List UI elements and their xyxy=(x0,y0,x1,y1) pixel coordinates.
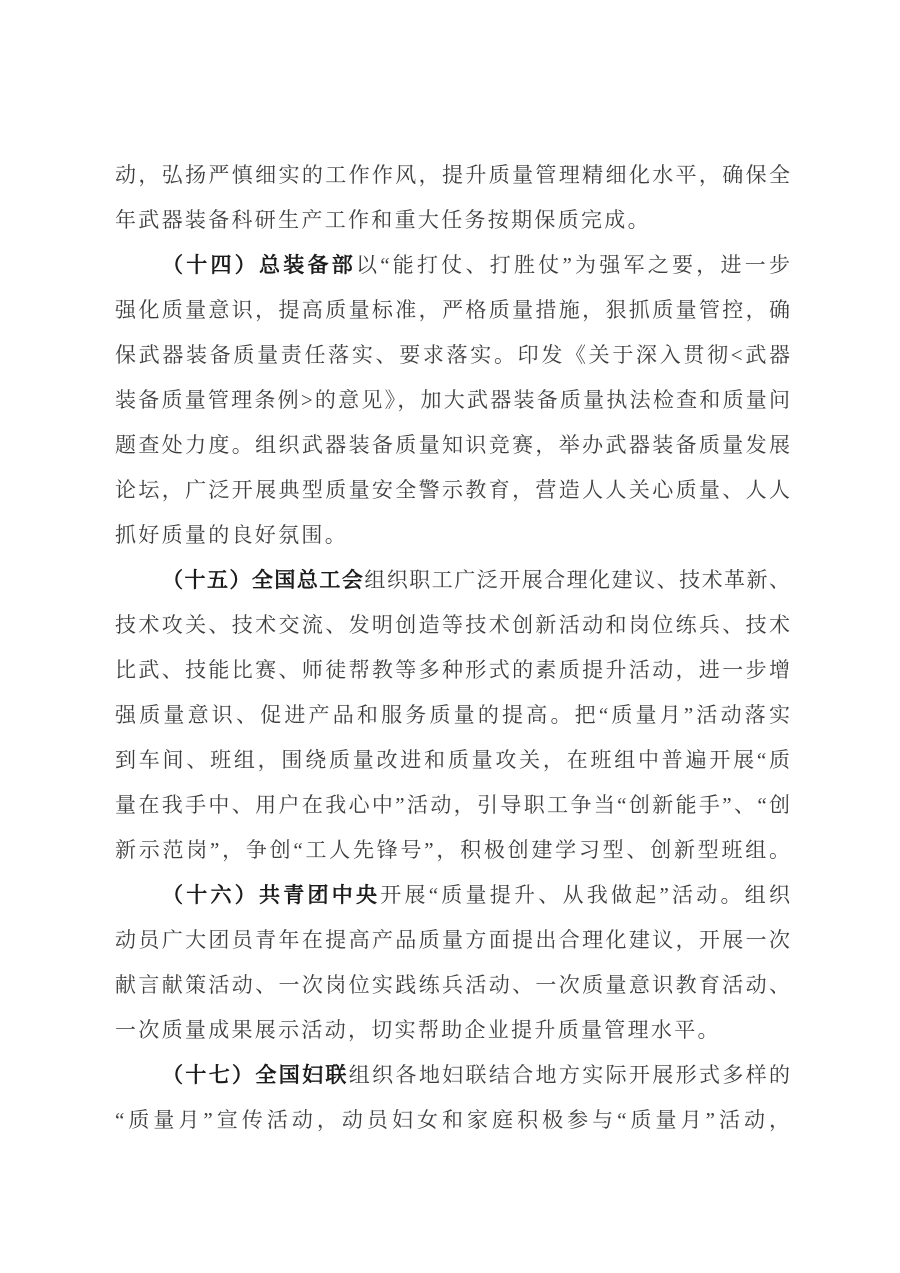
text-line xyxy=(115,1008,790,1053)
line-text: 装备质量管理条例>的意见》，加大武器装备质量执法检查和质量问 xyxy=(115,388,790,412)
line-text: 开展“质量提升、从我做起”活动。组织 xyxy=(380,883,790,907)
text-line xyxy=(115,1098,790,1143)
text-line xyxy=(115,603,790,648)
text-line-paragraph-start xyxy=(115,558,790,603)
text-line xyxy=(115,378,790,423)
line-text: 量在我手中、用户在我心中”活动，引导职工争当“创新能手”、“创 xyxy=(115,793,790,817)
line-text: 题查处力度。组织武器装备质量知识竞赛，举办武器装备质量发展 xyxy=(115,433,790,457)
line-text: 献言献策活动、一次岗位实践练兵活动、一次质量意识教育活动、 xyxy=(115,973,790,997)
text-line xyxy=(115,198,790,243)
text-line xyxy=(115,468,790,513)
text-line-paragraph-start xyxy=(115,1053,790,1098)
paragraph-head: （十四）总装备部 xyxy=(162,253,356,277)
line-text: “质量月”宣传活动，动员妇女和家庭积极参与“质量月”活动， xyxy=(115,1108,790,1132)
paragraph-head: （十六）共青团中央 xyxy=(162,883,381,907)
line-text: 一次质量成果展示活动，切实帮助企业提升质量管理水平。 xyxy=(115,1018,721,1042)
text-line xyxy=(115,783,790,828)
line-text: 动员广大团员青年在提高产品质量方面提出合理化建议，开展一次 xyxy=(115,928,790,952)
line-text: 保武器装备质量责任落实、要求落实。印发《关于深入贯彻<武器 xyxy=(115,343,790,367)
line-text: 论坛，广泛开展典型质量安全警示教育，营造人人关心质量、人人 xyxy=(115,478,790,502)
line-text: 比武、技能比赛、师徒帮教等多种形式的素质提升活动，进一步增 xyxy=(115,658,790,682)
text-line xyxy=(115,423,790,468)
text-line-paragraph-start xyxy=(115,243,790,288)
line-text: 以“能打仗、打胜仗”为强军之要，进一步 xyxy=(355,253,790,277)
document-text-column xyxy=(115,153,790,1143)
text-line xyxy=(115,288,790,333)
text-line xyxy=(115,738,790,783)
line-text: 到车间、班组，围绕质量改进和质量攻关，在班组中普遍开展“质 xyxy=(115,748,790,772)
line-text: 动，弘扬严慎细实的工作作风，提升质量管理精细化水平，确保全 xyxy=(115,163,790,187)
text-line-paragraph-start xyxy=(115,873,790,918)
paragraph-head: （十五）全国总工会 xyxy=(162,568,365,592)
text-line xyxy=(115,918,790,963)
line-text: 强化质量意识，提高质量标准，严格质量措施，狠抓质量管控，确 xyxy=(115,298,790,322)
text-line xyxy=(115,693,790,738)
text-line xyxy=(115,333,790,378)
line-text: 技术攻关、技术交流、发明创造等技术创新活动和岗位练兵、技术 xyxy=(115,613,790,637)
line-text: 组织职工广泛开展合理化建议、技术革新、 xyxy=(364,568,790,592)
line-text: 强质量意识、促进产品和服务质量的提高。把“质量月”活动落实 xyxy=(115,703,790,727)
line-text: 组织各地妇联结合地方实际开展形式多样的 xyxy=(348,1063,790,1087)
line-text: 年武器装备科研生产工作和重大任务按期保质完成。 xyxy=(115,208,651,232)
paragraph-head: （十七）全国妇联 xyxy=(162,1063,349,1087)
text-line xyxy=(115,513,790,558)
line-text: 抓好质量的良好氛围。 xyxy=(115,523,348,547)
line-text: 新示范岗”，争创“工人先锋号”，积极创建学习型、创新型班组。 xyxy=(115,838,790,862)
text-line xyxy=(115,648,790,693)
text-line xyxy=(115,828,790,873)
text-line xyxy=(115,153,790,198)
text-line xyxy=(115,963,790,1008)
